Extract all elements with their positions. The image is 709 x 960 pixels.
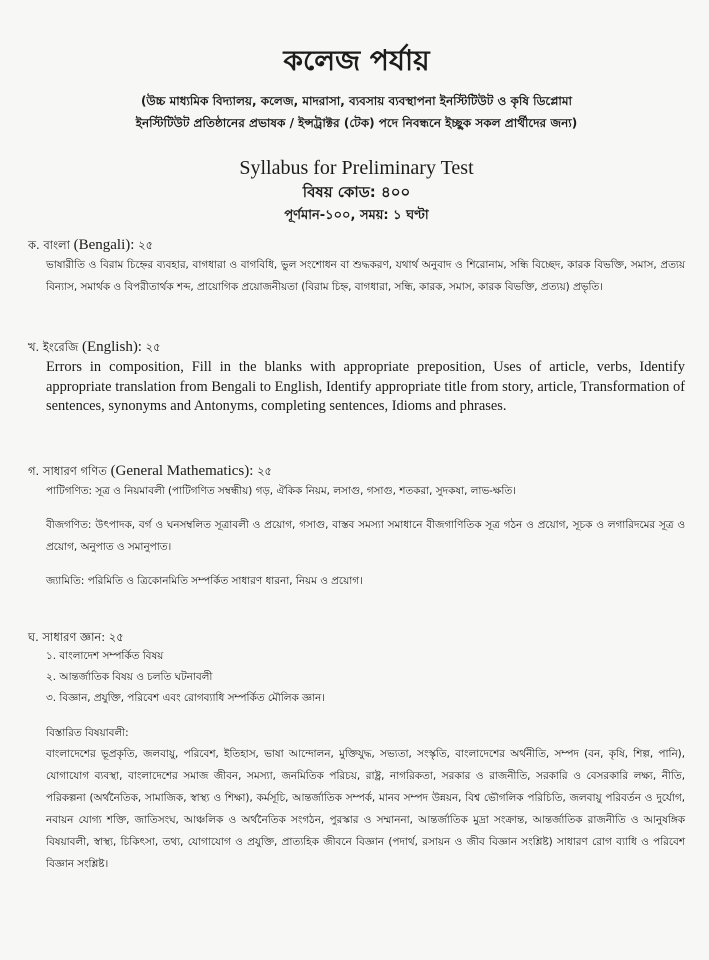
- heading-bn: ক. বাংলা: [28, 238, 70, 252]
- section-marks: ২৫: [138, 238, 154, 252]
- section-body: ভাষারীতি ও বিরাম চিহ্নের ব্যবহার, বাগধারা ও বাগবিধি, ভুল সংশোধন বা শুদ্ধকরণ, যথার্থ অনুবাদ ও শিরোনাম, সন্ধি বিচ্ছেদ, কারক বিভক্তি, সমাস, প্রত্যয় বিন্যাস, সমার্থক ও বিপরীতার্থক শব্দ, প্রায়োগিক প্রয়োজনীয়তা (বিরাম চিহ্ন, বাগধারা, সন্ধি, কারক, সমাস, কারক বিভক্তি, প্রত্যয়) প্রভৃতি।: [46, 259, 685, 293]
- heading-en: (English):: [81, 339, 142, 355]
- subtitle-line-2: ইনস্টিটিউট প্রতিষ্ঠানের প্রভাষক / ইন্সট্রাক্টর (টেক) পদে নিবন্ধনে ইচ্ছুক সকল প্রার্থীদের জন্য): [135, 116, 578, 130]
- header: [28, 0, 685, 228]
- algebra-text: বীজগণিত: উৎপাদক, বর্গ ও ঘনসম্বলিত সূত্রাবলী ও প্রয়োগ, গসাগু, বাস্তব সমস্যা সমাধানে বীজগাণিতিক সূত্র গঠন ও প্রয়োগ, সূচক ও লগারিদমের সূত্র ও প্রয়োগ, অনুপাত ও সমানুপাত।: [46, 519, 685, 553]
- section-general-knowledge: [28, 628, 685, 875]
- section-english: [28, 338, 685, 417]
- subtitle-line-1: (উচ্চ মাধ্যমিক বিদ্যালয়, কলেজ, মাদরাসা, ব্যবসায় ব্যবস্থাপনা ইনস্টিটিউট ও কৃষি ডিপ্লোমা: [140, 94, 573, 108]
- heading-bn: গ. সাধারণ গণিত: [28, 464, 107, 478]
- list-item: ৩. বিজ্ঞান, প্রযুক্তি, পরিবেশ এবং রোগব্যাধি সম্পর্কিত মৌলিক জ্ঞান।: [46, 692, 325, 704]
- page-title: কলেজ পর্যায়: [283, 44, 430, 77]
- arithmetic-text: পাটিগণিত: সূত্র ও নিয়মাবলী (পাটিগণিত সম্বন্ধীয়) গড়, ঐকিক নিয়ম, লসাগু, গসাগু, শতকরা, সুদকষা, লাভ-ক্ষতি।: [46, 485, 516, 497]
- section-heading: [28, 338, 685, 356]
- list-item: ১. বাংলাদেশ সম্পর্কিত বিষয়: [46, 650, 164, 662]
- detail-heading: বিস্তারিত বিষয়াবলী:: [46, 727, 129, 739]
- section-heading: [28, 462, 685, 480]
- subject-code: বিষয় কোড: ৪০০: [302, 183, 411, 201]
- gk-topic-list: [46, 646, 685, 709]
- heading-en: (Bengali):: [73, 237, 135, 253]
- detail-body: বাংলাদেশের ভূপ্রকৃতি, জলবায়ু, পরিবেশ, ইতিহাস, ভাষা আন্দোলন, মুক্তিযুদ্ধ, সভ্যতা, সংস্কৃতি, বাংলাদেশের অর্থনীতি, সম্পদ (বন, কৃষি, শিল্প, পানি), যোগাযোগ ব্যবস্থা, বাংলাদেশের সমাজ জীবন, সমস্যা, জনমিতিক পরিচয়, রাষ্ট্র, নাগরিকতা, সরকার ও রাজনীতি, সরকারি ও বেসরকারি লক্ষ্য, নীতি, পরিকল্পনা (অর্থনৈতিক, সামাজিক, স্বাস্থ্য ও শিক্ষা), কর্মসূচি, আন্তর্জাতিক সম্পর্ক, মানব সম্পদ উন্নয়ন, বিশ্ব ভৌগলিক পরিচিতি, জলবায়ু পরিবর্তন ও দুর্যোগ, নবায়ন যোগ্য শক্তি, জাতিসংঘ, আঞ্চলিক ও অর্থনৈতিক সংগঠন, পুরস্কার ও সম্মাননা, আন্তর্জাতিক মুদ্রা সংক্রান্ত, আন্তর্জাতিক রাজনীতি ও আনুষঙ্গিক বিষয়াবলী, স্বাস্থ্য, চিকিৎসা, তথ্য, যোগাযোগ ও প্রযুক্তি, প্রাত্যহিক জীবনে বিজ্ঞান (পদার্থ, রসায়ন ও জীব বিজ্ঞান সংশ্লিষ্ট) সাধারণ রোগ ব্যাধি ও পরিবেশ বিজ্ঞান সংশ্লিষ্ট।: [46, 748, 685, 870]
- marks-time: পূর্ণমান-১০০, সময়: ১ ঘণ্টা: [284, 208, 429, 223]
- heading-en: (General Mathematics):: [110, 463, 254, 479]
- syllabus-title: Syllabus for Preliminary Test: [239, 157, 474, 179]
- subtitle: [28, 90, 685, 134]
- list-item: ২. আন্তর্জাতিক বিষয় ও চলতি ঘটনাবলী: [46, 671, 213, 683]
- geometry-text: জ্যামিতি: পরিমিতি ও ত্রিকোনমিতি সম্পর্কিত সাধারণ ধারনা, নিয়ম ও প্রয়োগ।: [46, 575, 363, 587]
- section-bengali: [28, 236, 685, 298]
- section-marks: ২৫: [257, 464, 273, 478]
- section-math: [28, 462, 685, 592]
- section-heading: [28, 236, 685, 254]
- section-marks: ২৫: [145, 340, 161, 354]
- section-heading: ঘ. সাধারণ জ্ঞান: ২৫: [28, 630, 124, 644]
- section-body: Errors in composition, Fill in the blanks with appropriate preposition, Uses of article, verbs, Identify appropriate translation from Bengali to English, Identify appropriate title from story, article, Transformation of sentences, synonyms and Antonyms, completing sentences, Idioms and phrases.: [46, 359, 685, 414]
- heading-bn: খ. ইংরেজি: [28, 340, 79, 354]
